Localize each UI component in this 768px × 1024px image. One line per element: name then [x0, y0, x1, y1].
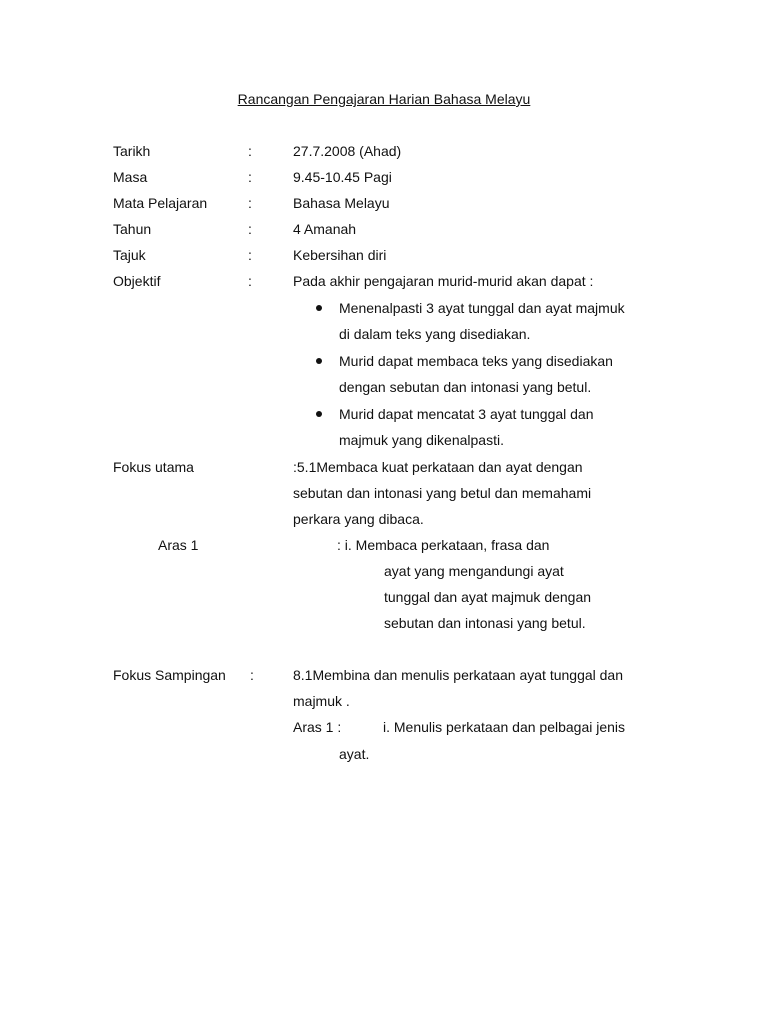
- fokus-utama-line: perkara yang dibaca.: [293, 511, 424, 527]
- objective-line: di dalam teks yang disediakan.: [339, 326, 531, 342]
- label-aras-1: Aras 1: [158, 537, 199, 553]
- fokus-sampingan-line: majmuk .: [293, 693, 350, 709]
- objective-line: Menenalpasti 3 ayat tunggal dan ayat majmuk: [339, 300, 625, 316]
- aras-line: : i. Membaca perkataan, frasa dan: [337, 537, 550, 553]
- objective-line: dengan sebutan dan intonasi yang betul.: [339, 379, 592, 395]
- value-mata-pelajaran: Bahasa Melayu: [293, 195, 390, 211]
- bullet-icon: [316, 305, 322, 311]
- value-tarikh: 27.7.2008 (Ahad): [293, 143, 402, 159]
- label-objektif: Objektif: [113, 273, 161, 289]
- label-mata-pelajaran: Mata Pelajaran: [113, 195, 208, 211]
- value-tahun: 4 Amanah: [293, 221, 357, 237]
- aras-line: tunggal dan ayat majmuk dengan: [384, 589, 592, 605]
- label-fokus-utama: Fokus utama: [113, 459, 194, 475]
- colon: :: [248, 169, 252, 185]
- colon: :: [250, 667, 254, 683]
- colon: :: [248, 143, 252, 159]
- value-tajuk: Kebersihan diri: [293, 247, 387, 263]
- aras-line: i. Menulis perkataan dan pelbagai jenis: [383, 719, 626, 735]
- objective-line: Murid dapat mencatat 3 ayat tunggal dan: [339, 406, 594, 422]
- bullet-icon: [316, 411, 322, 417]
- colon: :: [248, 221, 252, 237]
- fokus-sampingan-line: 8.1Membina dan menulis perkataan ayat tunggal dan: [293, 667, 623, 683]
- label-tahun: Tahun: [113, 221, 152, 237]
- value-objektif: Pada akhir pengajaran murid-murid akan dapat :: [293, 273, 594, 289]
- fokus-utama-line: :5.1Membaca kuat perkataan dan ayat dengan: [293, 459, 583, 475]
- value-masa: 9.45-10.45 Pagi: [293, 169, 392, 185]
- fokus-utama-line: sebutan dan intonasi yang betul dan memahami: [293, 485, 592, 501]
- colon: :: [248, 273, 252, 289]
- aras-line: ayat.: [339, 746, 370, 762]
- aras-line: sebutan dan intonasi yang betul.: [384, 615, 586, 631]
- label-aras-1-sampingan: Aras 1 :: [293, 719, 342, 735]
- aras-line: ayat yang mengandungi ayat: [384, 563, 564, 579]
- label-masa: Masa: [113, 169, 148, 185]
- colon: :: [248, 195, 252, 211]
- objective-line: Murid dapat membaca teks yang disediakan: [339, 353, 613, 369]
- label-tarikh: Tarikh: [113, 143, 151, 159]
- label-tajuk: Tajuk: [113, 247, 146, 263]
- bullet-icon: [316, 358, 322, 364]
- colon: :: [248, 247, 252, 263]
- label-fokus-sampingan: Fokus Sampingan: [113, 667, 226, 683]
- page-title: Rancangan Pengajaran Harian Bahasa Melayu: [237, 91, 531, 107]
- objective-line: majmuk yang dikenalpasti.: [339, 432, 504, 448]
